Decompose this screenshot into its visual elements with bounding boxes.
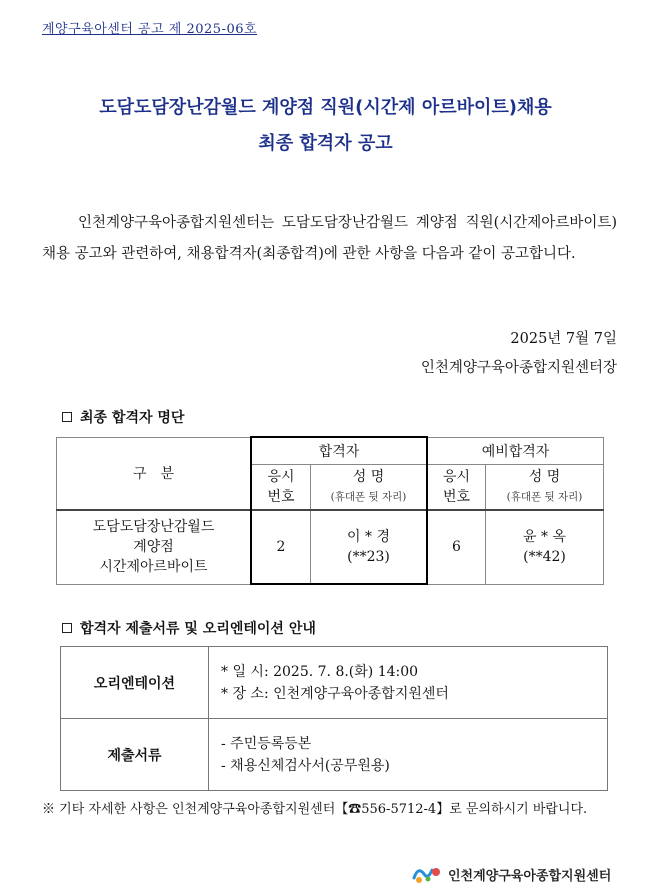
section-heading-results: [62, 407, 184, 427]
results-table: [56, 436, 604, 585]
title-line-2: 최종 합격자 공고: [258, 133, 393, 154]
exam-no-header-line1: 응시: [267, 468, 295, 485]
name-header: 성 명: [528, 468, 561, 485]
name-header: 성 명: [352, 468, 385, 485]
notice-number: 계양구육아센터 공고 제 2025-06호: [42, 22, 258, 37]
notice-date: 2025년 7월 7일: [510, 331, 617, 347]
category-line1: 도담도담장난감월드: [92, 519, 215, 536]
document-item: - 주민등록등본: [221, 735, 312, 752]
reserve-name-cell: [486, 510, 604, 584]
issuer: 인천계양구육아종합지원센터장: [420, 360, 617, 376]
document-item: - 채용신체검사서(공무원용): [221, 757, 390, 774]
title-line-1: 도담도담장난감월드 계양점 직원(시간제 아르바이트)채용: [99, 97, 552, 118]
reserve-exam-no: 6: [427, 510, 486, 584]
orientation-place: * 장 소: 인천계양구육아종합지원센터: [221, 685, 449, 702]
page-title: [0, 90, 651, 162]
orientation-label: 오리엔테이션: [61, 647, 209, 719]
passed-exam-no: 2: [251, 510, 311, 584]
logo-text: 인천계양구육아종합지원센터: [448, 868, 612, 884]
passed-header: 합격자: [251, 437, 427, 464]
passed-name-header: [311, 464, 428, 510]
reserve-name: 윤 * 옥: [523, 529, 566, 546]
exam-no-header-line1: 응시: [442, 468, 471, 485]
documents-content: [209, 719, 608, 791]
orientation-date: * 일 시: 2025. 7. 8.(화) 14:00: [221, 663, 419, 680]
checkbox-icon: [62, 412, 72, 422]
exam-no-header-line2: 번호: [442, 488, 471, 505]
checkbox-icon: [62, 623, 72, 633]
logo-icon: [410, 864, 444, 884]
passed-name: 이 * 경: [347, 529, 390, 545]
reserve-exam-no-header: [427, 464, 486, 510]
category-line3: 시간제아르바이트: [99, 559, 208, 576]
name-subheader: (휴대폰 뒷 자리): [330, 490, 407, 503]
section-heading-text: 합격자 제출서류 및 오리엔테이션 안내: [80, 621, 316, 637]
category-cell: [57, 510, 252, 584]
documents-label: 제출서류: [61, 719, 209, 791]
category-header: 구 분: [57, 437, 252, 510]
center-logo: [410, 864, 611, 884]
category-line2: 계양점: [133, 539, 174, 556]
reserve-phone: (**42): [523, 549, 566, 566]
table-row: [61, 719, 608, 791]
info-table: [60, 646, 608, 791]
reserve-name-header: [486, 464, 604, 510]
passed-name-cell: [311, 510, 428, 584]
footnote: ※ 기타 자세한 사항은 인천계양구육아종합지원센터【☎556-5712-4】로 문의하시기 바랍니다.: [42, 802, 588, 817]
reserve-header: 예비합격자: [427, 437, 604, 464]
section-heading-text: 최종 합격자 명단: [80, 410, 185, 426]
passed-exam-no-header: [251, 464, 311, 510]
passed-phone: (**23): [347, 549, 390, 565]
exam-no-header-line2: 번호: [267, 488, 295, 505]
table-row: [57, 510, 604, 584]
name-subheader: (휴대폰 뒷 자리): [506, 490, 583, 503]
orientation-content: [209, 647, 608, 719]
body-paragraph: 인천계양구육아종합지원센터는 도담도담장난감월드 계양점 직원(시간제아르바이트) 채용 공고와 관련하여, 채용합격자(최종합격)에 관한 사항을 다음과 같이 공고합니다.: [42, 215, 617, 262]
section-heading-orientation: [62, 618, 316, 638]
table-row: [61, 647, 608, 719]
